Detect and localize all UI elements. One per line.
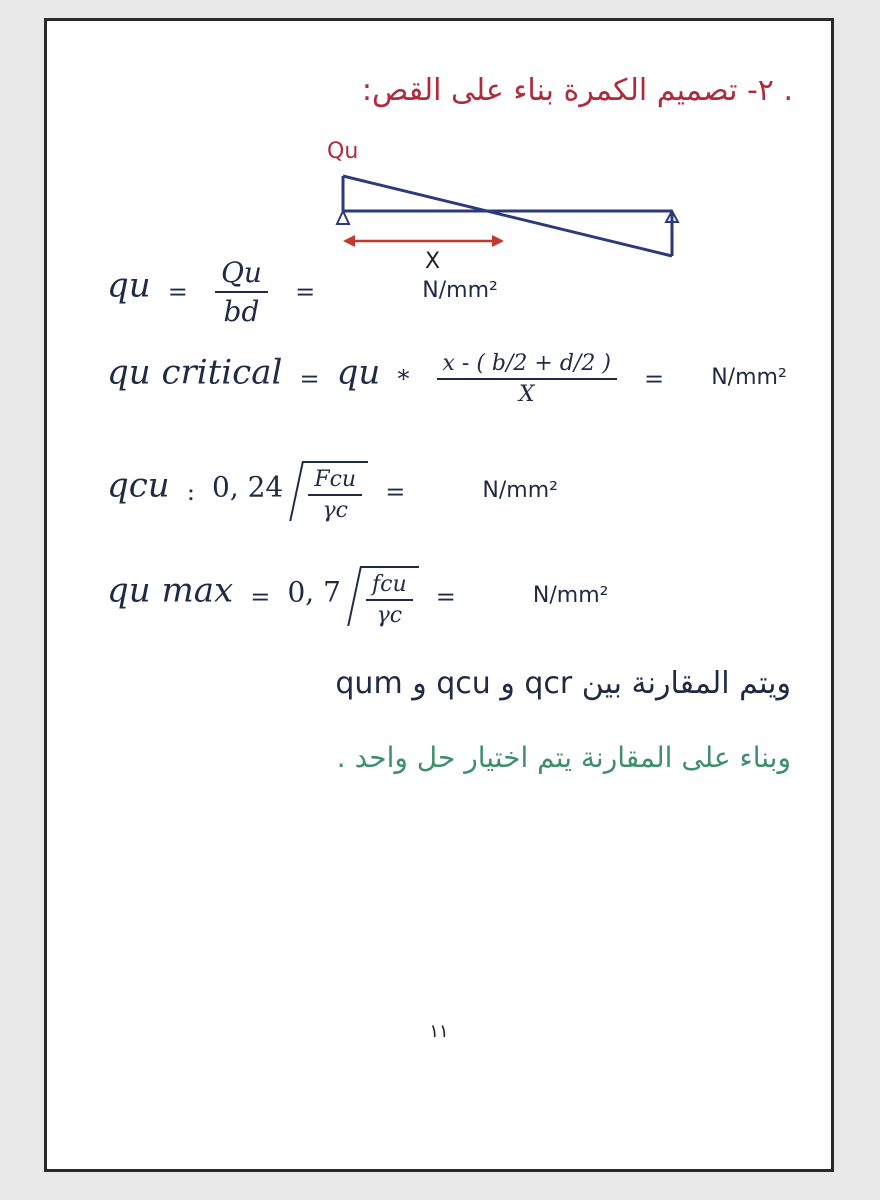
x-label: X (425, 249, 441, 274)
eq1-num: Qu (215, 256, 268, 293)
notebook-page (44, 18, 834, 1172)
eq4-lhs: qu max (107, 570, 234, 611)
eq4-eq: = (250, 583, 271, 611)
eq3-eq: : (186, 478, 195, 506)
comparison-line: ويتم المقارنة بين qcr و qcu و qum (335, 666, 791, 701)
eq2-mid: qu (336, 352, 381, 393)
eq3-num: Fcu (308, 467, 362, 496)
eq1-den: bd (223, 295, 260, 328)
eq-qu (107, 256, 498, 328)
eq2-num: x - ( b/2 + d/2 ) (437, 351, 617, 380)
eq4-eq2: = (435, 583, 456, 611)
eq4-unit: N/mm² (532, 582, 609, 608)
qu-label: Qu (327, 139, 359, 164)
x-arrow-right-icon (492, 235, 504, 247)
eq3-lhs: qcu (107, 465, 170, 506)
eq2-fraction (437, 351, 617, 407)
eq2-unit: N/mm² (711, 364, 787, 390)
shear-line (343, 176, 672, 256)
eq1-eq2: = (295, 278, 316, 306)
eq4-num: fcu (366, 572, 413, 601)
eq2-eq: = (299, 365, 320, 393)
x-arrow-left-icon (343, 235, 355, 247)
page-heading: . ٢- تصميم الكمرة بناء على القص: (361, 73, 793, 108)
shear-force-diagram (277, 116, 697, 276)
eq3-coef: 0, 24 (212, 470, 284, 504)
eq1-unit: N/mm² (422, 277, 498, 303)
eq1-eq: = (167, 278, 188, 306)
eq-qu-max (107, 566, 608, 628)
eq4-coef: 0, 7 (287, 575, 341, 609)
page-number: ١١ (429, 1021, 449, 1042)
eq1-fraction (215, 256, 268, 328)
eq2-eq2: = (644, 365, 665, 393)
eq-qcu (107, 461, 558, 523)
eq2-lhs: qu critical (107, 352, 283, 393)
eq4-sqrt (360, 566, 419, 628)
eq3-den: γc (322, 498, 348, 523)
eq3-eq2: = (385, 478, 406, 506)
eq3-unit: N/mm² (482, 477, 558, 503)
eq3-sqrt (302, 461, 368, 523)
eq2-times: * (397, 365, 410, 393)
left-support-icon (337, 211, 349, 224)
result-line: وبناء على المقارنة يتم اختيار حل واحد . (336, 741, 791, 774)
eq1-lhs: qu (107, 265, 151, 306)
eq4-den: γc (376, 603, 403, 628)
eq2-den: X (518, 382, 535, 407)
eq-qu-critical (107, 351, 787, 407)
